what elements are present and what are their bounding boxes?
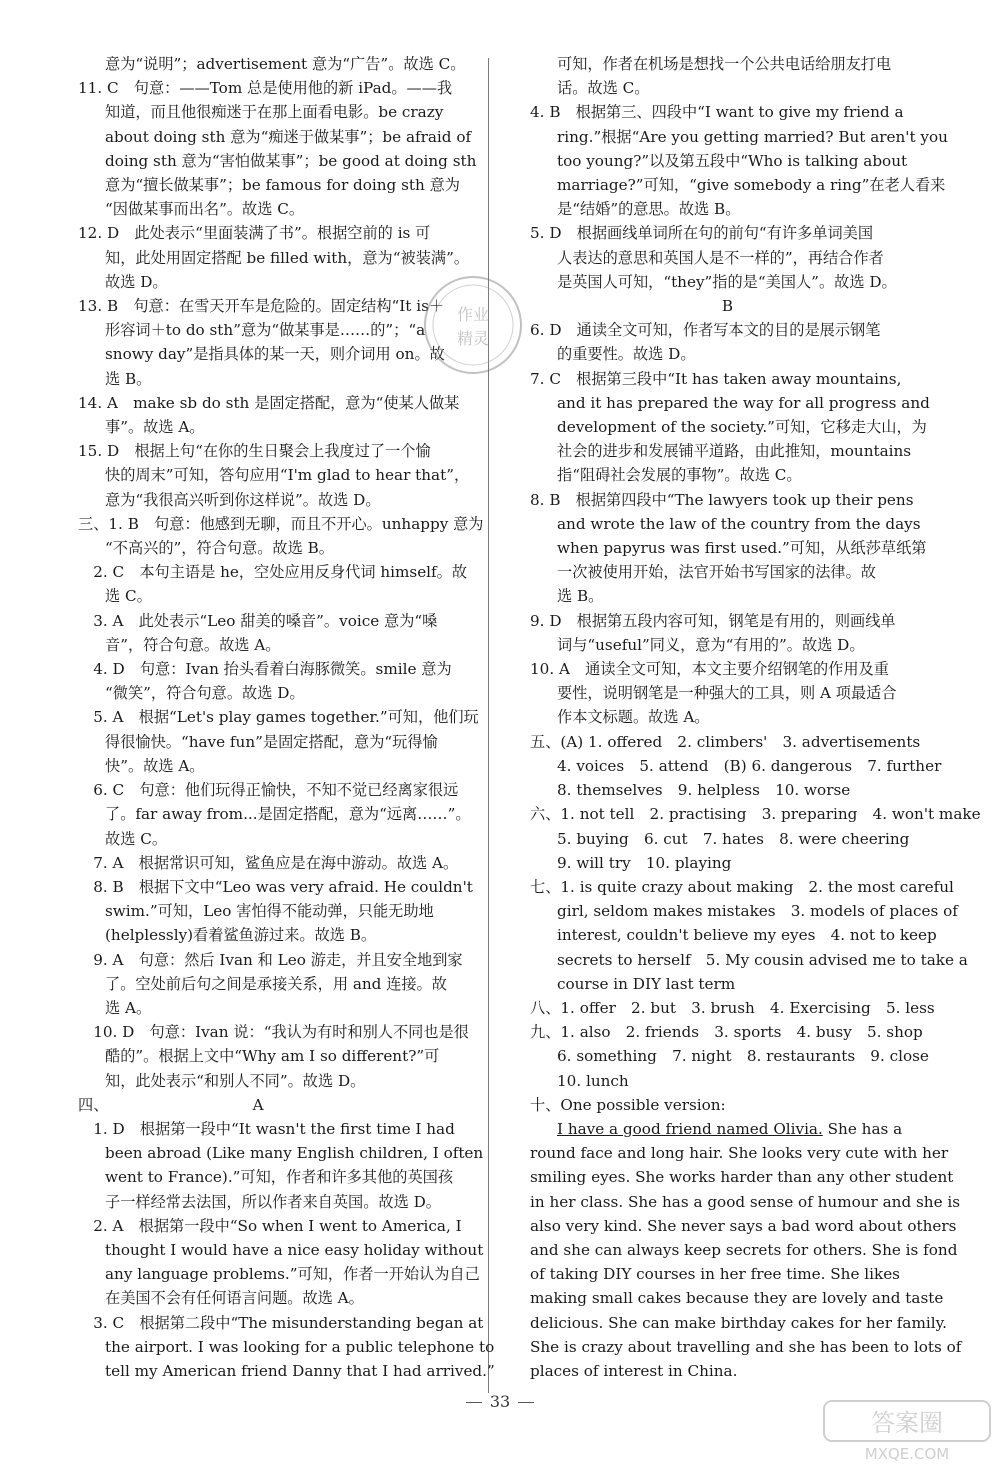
text-line: 词与“useful”同义，意为“有用的”。故选 D。: [557, 635, 865, 654]
text-line: 选 C。: [105, 587, 152, 606]
text-line: 4. B 根据第三、四段中“I want to give my friend a: [530, 103, 904, 122]
text-line: 3. C 根据第二段中“The misunderstanding began at: [78, 1313, 484, 1332]
text-line: 故选 C。: [105, 829, 168, 848]
text-line: snowy day”是指具体的某一天，则介词用 on。故: [105, 345, 445, 364]
text-line: 4. voices 5. attend (B) 6. dangerous 7. further: [557, 756, 942, 775]
text-line: 四、 A: [78, 1095, 264, 1114]
text-line: 2. C 本句主语是 he，空处应用反身代词 himself。故: [78, 563, 468, 582]
svg-text:精灵: 精灵: [456, 329, 490, 348]
text-line: B: [721, 297, 734, 316]
text-line: 快”。故选 A。: [105, 756, 205, 775]
text-line: doing sth 意为“害怕做某事”；be good at doing sth: [105, 151, 477, 170]
text-line: when papyrus was first used.”可知，从纸莎草纸第: [557, 539, 927, 558]
page-number: 33: [489, 1392, 511, 1411]
text-line: 11. C 句意：——Tom 总是使用他的新 iPad。——我: [78, 79, 453, 98]
text-line: 10. lunch: [557, 1071, 629, 1090]
text-line: 7. A 根据常识可知，鲨鱼应是在海中游动。故选 A。: [78, 853, 459, 872]
text-line: interest, couldn't believe my eyes 4. not to keep: [557, 926, 937, 945]
text-line: 的重要性。故选 D。: [557, 345, 696, 364]
text-line: and wrote the law of the country from the days: [557, 514, 921, 533]
text-line: secrets to herself 5. My cousin advised me to take a: [557, 950, 968, 969]
text-line: 6. something 7. night 8. restaurants 9. close: [557, 1047, 929, 1066]
text-line: 是“结婚”的意思。故选 B。: [557, 200, 741, 219]
text-line: 知道，而且他很痴迷于在那上面看电影。be crazy: [105, 103, 444, 122]
text-line: “不高兴的”，符合句意。故选 B。: [105, 539, 334, 558]
text-line: 意为“说明”；advertisement 意为“广告”。故选 C。: [105, 55, 466, 73]
text-line: 8. B 根据第四段中“The lawyers took up their pens: [530, 490, 914, 509]
text-line: any language problems.”可知，作者一开始认为自己: [105, 1265, 480, 1284]
text-line: places of interest in China.: [530, 1361, 738, 1380]
text-line: been abroad (Like many English children, I often: [105, 1144, 484, 1163]
text-line: 5. A 根据“Let's play games together.”可知，他们玩: [78, 708, 479, 727]
text-line: 12. D 此处表示“里面装满了书”。根据空前的 is 可: [78, 224, 431, 243]
text-line: 在美国不会有任何语言问题。故选 A。: [105, 1289, 364, 1308]
text-line: 六、1. not tell 2. practising 3. preparing 4. won't make: [530, 805, 981, 824]
text-line: 是英国人可知，“they”指的是“美国人”。故选 D。: [557, 272, 897, 291]
text-line: 七、1. is quite crazy about making 2. the most careful: [530, 877, 954, 896]
text-line: 人表达的意思和英国人是不一样的”，再结合作者: [557, 248, 884, 267]
text-line: 14. A make sb do sth 是固定搭配，意为“使某人做某: [78, 393, 460, 412]
text-line: about doing sth 意为“痴迷于做某事”；be afraid of: [105, 127, 472, 146]
right-column: [530, 52, 981, 1383]
text-line: 五、(A) 1. offered 2. climbers' 3. advertisements: [530, 732, 921, 751]
text-line: course in DIY last term: [557, 974, 736, 993]
svg-text:答案圈: 答案圈: [871, 1409, 943, 1437]
text-line: the airport. I was looking for a public telephone to: [105, 1337, 495, 1356]
text-line: 15. D 根据上句“在你的生日聚会上我度过了一个愉: [78, 442, 431, 461]
text-line: 10. A 通读全文可知，本文主要介绍钢笔的作用及重: [530, 660, 889, 679]
text-line: 5. buying 6. cut 7. hates 8. were cheering: [557, 829, 910, 848]
text-line: 得很愉快。“have fun”是固定搭配，意为“玩得愉: [105, 732, 438, 751]
text-line: 7. C 根据第三段中“It has taken away mountains,: [530, 369, 902, 388]
text-line: 了。空处前后句之间是承接关系，用 and 连接。故: [105, 974, 447, 993]
text-line: 话。故选 C。: [557, 79, 650, 98]
text-line: 快的周末”可知，答句应用“I'm glad to hear that”，: [105, 466, 470, 485]
text-line: thought I would have a nice easy holiday without: [105, 1240, 484, 1259]
text-line: 指“阻碍社会发展的事物”。故选 C。: [557, 466, 802, 485]
text-line: round face and long hair. She looks very cute with her: [530, 1144, 949, 1163]
text-line: 知，此处用固定搭配 be filled with，意为“被装满”。: [105, 248, 470, 267]
text-line: and she can always keep secrets for others. She is fond: [530, 1240, 958, 1259]
text-line: 可知，作者在机场是想找一个公共电话给朋友打电: [557, 55, 892, 73]
text-line: 音”，符合句意。故选 A。: [105, 635, 281, 654]
text-line: 8. B 根据下文中“Leo was very afraid. He couldn't: [78, 877, 473, 896]
column-divider: [488, 58, 489, 1393]
text-line: 三、1. B 句意：他感到无聊，而且不开心。unhappy 意为: [78, 514, 484, 533]
text-line: went to France).”可知，作者和许多其他的英国孩: [105, 1168, 454, 1187]
text-line: 9. D 根据第五段内容可知，钢笔是有用的，则画线单: [530, 611, 896, 630]
text-line: 选 B。: [105, 369, 152, 388]
text-line: 要性，说明钢笔是一种强大的工具，则 A 项最适合: [557, 684, 897, 703]
text-line: marriage?”可知，“give somebody a ring”在老人看来: [557, 176, 946, 195]
text-line: also very kind. She never says a bad word about others: [530, 1216, 957, 1235]
text-line: 9. A 句意：然后 Ivan 和 Leo 游走，并且安全地到家: [78, 950, 463, 969]
svg-text:MXQE.COM: MXQE.COM: [864, 1445, 950, 1463]
left-column: [78, 52, 495, 1383]
text-line: She is crazy about travelling and she has been to lots of: [530, 1337, 962, 1356]
text-line: too young?”以及第五段中“Who is talking about: [557, 151, 908, 170]
text-line: delicious. She can make birthday cakes for her family.: [530, 1313, 947, 1332]
stamp-seal-icon: [418, 270, 528, 380]
text-line: 4. D 句意：Ivan 抬头看着白海豚微笑。smile 意为: [78, 660, 452, 679]
text-line: smiling eyes. She works harder than any other student: [530, 1168, 954, 1187]
text-line: 九、1. also 2. friends 3. sports 4. busy 5. shop: [530, 1023, 923, 1042]
essay-topic-sentence: I have a good friend named Olivia.: [557, 1119, 823, 1138]
text-line: 酷的”。根据上文中“Why am I so different?”可: [105, 1047, 440, 1066]
text-line: I have a good friend named Olivia. She has a: [557, 1119, 903, 1138]
text-line: girl, seldom makes mistakes 3. models of places of: [557, 902, 958, 921]
text-line: 意为“我很高兴听到你这样说”。故选 D。: [105, 490, 381, 509]
text-line: 2. A 根据第一段中“So when I went to America, I: [78, 1216, 462, 1235]
text-line: 6. D 通读全文可知，作者写本文的目的是展示钢笔: [530, 321, 881, 340]
text-line: 知，此处表示“和别人不同”。故选 D。: [105, 1071, 366, 1090]
text-line: and it has prepared the way for all progress and: [557, 393, 930, 412]
text-line: 1. D 根据第一段中“It wasn't the first time I had: [78, 1119, 455, 1138]
text-line: development of the society.”可知，它移走大山，为: [557, 418, 927, 437]
text-line: 十、One possible version:: [530, 1095, 726, 1114]
text-line: 5. D 根据画线单词所在句的前句“有许多单词美国: [530, 224, 874, 243]
text-line: 8. themselves 9. helpless 10. worse: [557, 781, 851, 800]
text-line: 了。far away from...是固定搭配，意为“远离……”。: [105, 805, 471, 824]
text-line: in her class. She has a good sense of humour and she is: [530, 1192, 961, 1211]
text-line: 八、1. offer 2. but 3. brush 4. Exercising 5. less: [530, 998, 935, 1017]
text-line: “因做某事而出名”。故选 C。: [105, 200, 305, 219]
text-line: 10. D 句意：Ivan 说：“我认为有时和别人不同也是很: [78, 1023, 469, 1042]
text-line: 9. will try 10. playing: [557, 853, 732, 872]
text-line: 意为“擅长做某事”；be famous for doing sth 意为: [105, 176, 460, 195]
text-line: 选 A。: [105, 998, 152, 1017]
text-line: 一次被使用开始，法官开始书写国家的法律。故: [557, 563, 876, 582]
text-line: 选 B。: [557, 587, 604, 606]
text-line: 形容词＋to do sth”意为“做某事是……的”；“a: [105, 321, 426, 340]
text-line: (helplessly)看着鲨鱼游过来。故选 B。: [105, 926, 377, 945]
text-line: 子一样经常去法国，所以作者来自英国。故选 D。: [105, 1192, 441, 1211]
text-line: 6. C 句意：他们玩得正愉快，不知不觉已经离家很远: [78, 781, 459, 800]
text-line: 作本文标题。故选 A。: [557, 708, 710, 727]
text-line: making small cakes because they are lovely and taste: [530, 1289, 944, 1308]
text-line: swim.”可知，Leo 害怕得不能动弹，只能无助地: [105, 902, 434, 921]
text-line: ring.”根据“Are you getting married? But aren't you: [557, 127, 948, 146]
text-line: 3. A 此处表示“Leo 甜美的嗓音”。voice 意为“嗓: [78, 611, 438, 630]
text-line: “微笑”，符合句意。故选 D。: [105, 684, 305, 703]
page-footer: [0, 1392, 1000, 1411]
text-line: 13. B 句意：在雪天开车是危险的。固定结构“It is＋: [78, 297, 445, 316]
text-line: 故选 D。: [105, 272, 168, 291]
text-line: of taking DIY courses in her free time. She likes: [530, 1265, 900, 1284]
text-line: 社会的进步和发展铺平道路，由此推知，mountains: [557, 442, 912, 461]
text-line: tell my American friend Danny that I had arrived.”: [105, 1361, 495, 1380]
text-line: 事”。故选 A。: [105, 418, 205, 437]
svg-text:作业: 作业: [456, 305, 490, 324]
